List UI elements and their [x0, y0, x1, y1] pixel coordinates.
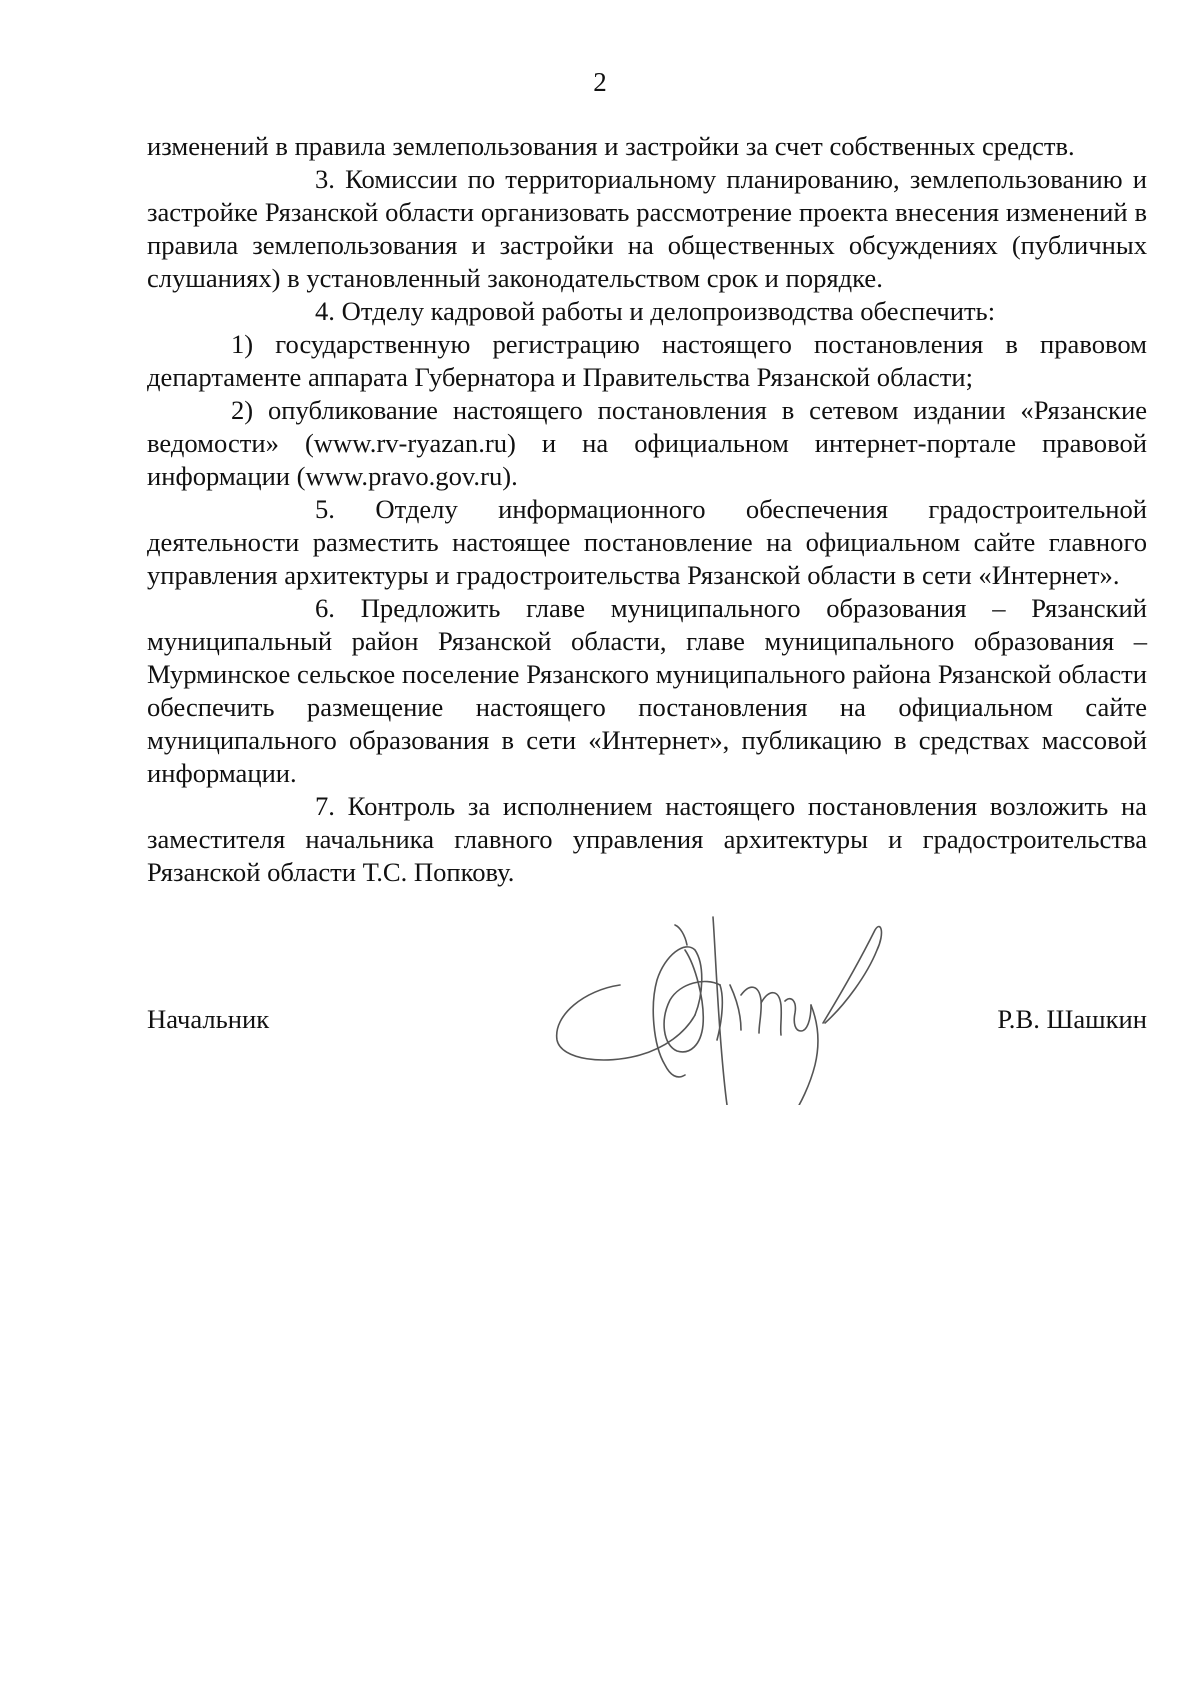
paragraph-item-4 — [147, 295, 1147, 328]
paragraph-text: Отделу кадровой работы и делопроизводства обеспечить: — [341, 296, 996, 326]
paragraph-number: 6. — [315, 593, 335, 623]
signature-block — [147, 1003, 1147, 1043]
paragraph-text: изменений в правила землепользования и застройки за счет собственных средств. — [147, 131, 1075, 161]
paragraph-number: 5. — [315, 494, 335, 524]
paragraph-number: 7. — [315, 791, 335, 821]
paragraph-text: Комиссии по территориальному планированию, землепользованию и застройке Рязанской области организовать рассмотрение проекта внесения изменений в правила землепользования и застройки на общественных обсуждениях (публичных слушаниях) в установленный законодательством срок и порядке. — [147, 164, 1147, 293]
page-number: 2 — [593, 67, 607, 97]
paragraph-item-3 — [147, 163, 1147, 295]
signatory-name: Р.В. Шашкин — [997, 1004, 1147, 1034]
paragraph-text: Контроль за исполнением настоящего постановления возложить на заместителя начальника главного управления архитектуры и градостроительства Рязанской области Т.С. Попкову. — [147, 791, 1147, 887]
paragraph-continuation — [147, 130, 1147, 163]
paragraph-item-7 — [147, 790, 1147, 889]
paragraph-text: опубликование настоящего постановления в сетевом издании «Рязанские ведомости» (www.rv-ryazan.ru) и на официальном интернет-портале правовой информации (www.pravo.gov.ru). — [147, 395, 1147, 491]
paragraph-number: 1) — [231, 329, 254, 359]
paragraph-number: 4. — [315, 296, 335, 326]
paragraph-number: 3. — [315, 164, 335, 194]
paragraph-subitem-1 — [147, 328, 1147, 394]
paragraph-text: Отделу информационного обеспечения градостроительной деятельности разместить настоящее постановление на официальном сайте главного управления архитектуры и градостроительства Рязанской области в сети «Интернет». — [147, 494, 1147, 590]
document-body — [147, 130, 1147, 889]
paragraph-subitem-2 — [147, 394, 1147, 493]
signatory-position: Начальник — [147, 1004, 270, 1034]
paragraph-item-6 — [147, 592, 1147, 790]
paragraph-item-5 — [147, 493, 1147, 592]
paragraph-text: Предложить главе муниципального образования – Рязанский муниципальный район Рязанской области, главе муниципального образования – Мурминское сельское поселение Рязанского муниципального района Рязанской области обеспечить размещение настоящего постановления на официальном сайте муниципального образования в сети «Интернет», публикацию в средствах массовой информации. — [147, 593, 1147, 788]
paragraph-number: 2) — [231, 395, 254, 425]
paragraph-text: государственную регистрацию настоящего постановления в правовом департаменте аппарата Губернатора и Правительства Рязанской области; — [147, 329, 1148, 392]
